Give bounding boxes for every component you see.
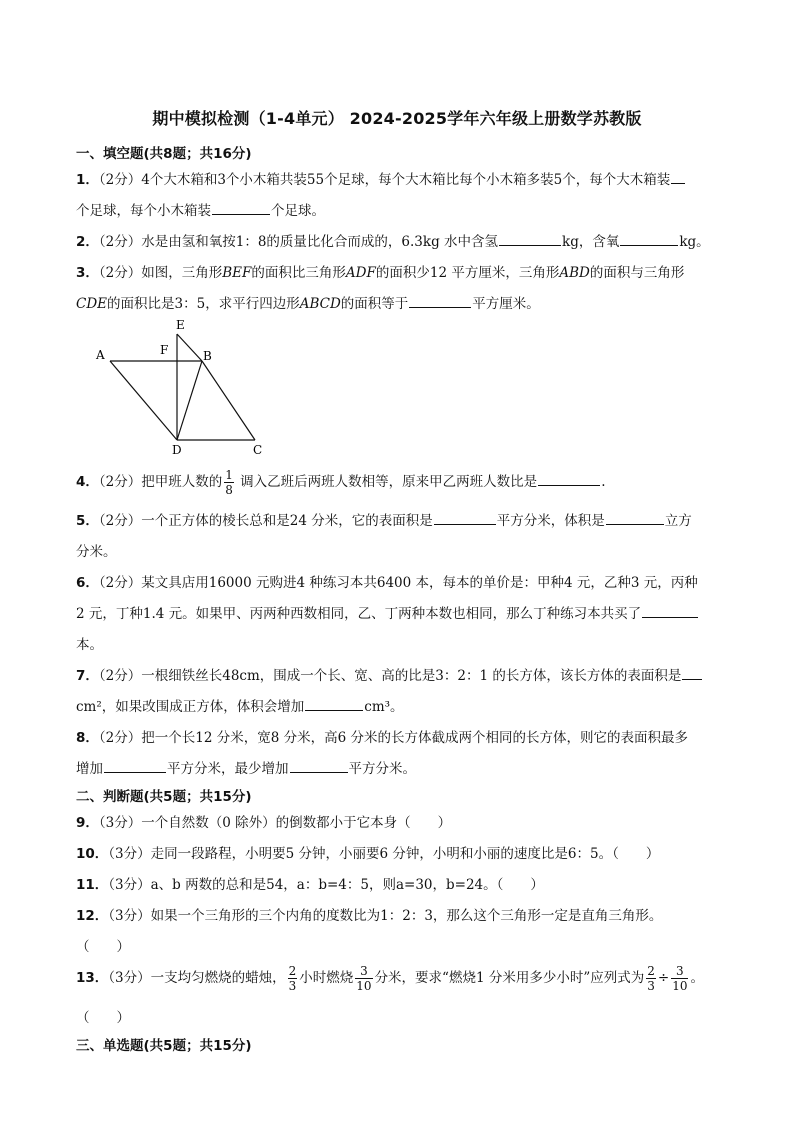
fraction xyxy=(671,964,688,993)
question-12-cont xyxy=(76,935,130,955)
question-text: （2分）水是由氢和氧按1：8的质量比化合而成的，6.3kg 水中含氢 xyxy=(98,234,499,250)
fraction xyxy=(646,964,656,993)
question-6 xyxy=(76,571,698,591)
question-text: 的面积等于 xyxy=(340,296,409,312)
question-text: . xyxy=(601,474,606,490)
question-text: 分米，要求“燃烧1 分米用多少小时”应列式为 xyxy=(374,970,645,986)
question-text: 小时燃烧 xyxy=(299,970,354,986)
question-5-cont xyxy=(76,540,117,560)
segment-ad xyxy=(110,361,177,440)
question-text: （2分）把甲班人数的 xyxy=(98,474,223,490)
question-5 xyxy=(76,509,692,529)
question-text: 的面积比是3：5，求平行四边形 xyxy=(107,296,300,312)
question-number: 8． xyxy=(76,730,99,746)
question-text: cm³。 xyxy=(364,699,404,715)
fraction-numerator: 3 xyxy=(671,964,688,979)
question-12 xyxy=(76,904,662,924)
question-text: （3分）a、b 两数的总和是54，a：b=4：5，则a=30，b=24。（ ） xyxy=(108,877,544,893)
question-text: （2分）如图，三角形 xyxy=(98,265,223,281)
fraction-numerator: 2 xyxy=(288,964,297,978)
geometry-figure xyxy=(90,316,270,456)
page-title: 期中模拟检测（1-4单元） 2024-2025学年六年级上册数学苏教版 xyxy=(152,109,642,128)
question-6-cont xyxy=(76,602,699,622)
label-f: F xyxy=(160,343,169,357)
triangle-name: CDE xyxy=(76,296,108,312)
question-13 xyxy=(76,964,704,993)
question-text: 平方分米。 xyxy=(348,761,416,777)
question-number: 5． xyxy=(76,513,99,529)
question-text: （2分）把一个长12 分米，宽8 分米，高6 分米的长方体截成两个相同的长方体，则它的表面积最多 xyxy=(98,730,688,746)
triangle-name: ADF xyxy=(345,265,376,281)
fraction xyxy=(224,468,234,497)
fraction-denominator: 10 xyxy=(356,979,372,993)
answer-blank[interactable] xyxy=(290,760,348,773)
question-text: 平方分米，最少增加 xyxy=(167,761,289,777)
question-text: 分米。 xyxy=(76,544,117,560)
label-e: E xyxy=(176,318,185,332)
question-text: （3分）如果一个三角形的三个内角的度数比为1：2：3，那么这个三角形一定是直角三角形。 xyxy=(108,908,663,924)
question-number: 11． xyxy=(76,877,109,893)
question-8-cont xyxy=(76,757,416,777)
label-c: C xyxy=(253,443,263,456)
parallelogram-name: ABCD xyxy=(299,296,341,312)
answer-blank[interactable] xyxy=(305,698,363,711)
question-text: 的面积少12 平方厘米，三角形 xyxy=(375,265,560,281)
question-text: 增加 xyxy=(76,761,103,777)
answer-blank[interactable] xyxy=(642,605,698,618)
question-13-cont xyxy=(76,1006,130,1026)
question-11 xyxy=(76,873,544,893)
answer-blank[interactable] xyxy=(620,233,678,246)
question-number: 7． xyxy=(76,668,99,684)
question-text: 本。 xyxy=(76,637,103,653)
question-text: （3分）走同一段路程，小明要5 分钟，小丽要6 分钟，小明和小丽的速度比是6：5。（ ） xyxy=(108,846,660,862)
answer-parentheses[interactable]: （ ） xyxy=(76,939,130,955)
question-7-cont xyxy=(76,695,404,715)
question-text: 的面积比三角形 xyxy=(251,265,346,281)
question-text: 个足球，每个小木箱装 xyxy=(76,203,211,219)
question-number: 9． xyxy=(76,815,99,831)
question-7 xyxy=(76,664,703,684)
label-a: A xyxy=(96,348,105,362)
answer-blank[interactable] xyxy=(538,473,600,486)
answer-blank[interactable] xyxy=(606,512,664,525)
answer-blank[interactable] xyxy=(409,295,471,308)
question-text: 的面积与三角形 xyxy=(589,265,685,281)
question-3-cont xyxy=(76,292,540,312)
fraction-denominator: 3 xyxy=(288,979,297,993)
answer-parentheses[interactable]: （ ） xyxy=(76,1010,130,1026)
question-4 xyxy=(76,468,605,497)
answer-blank[interactable] xyxy=(434,512,496,525)
segment-eb xyxy=(177,334,202,361)
question-9 xyxy=(76,811,451,831)
question-text: 2 元，丁种1.4 元。如果甲、丙两种西数相同，乙、丁两种本数也相同，那么丁种练习本共买了 xyxy=(76,606,642,622)
division-sign: ÷ xyxy=(657,970,670,986)
fraction xyxy=(355,964,372,993)
answer-blank[interactable] xyxy=(682,667,702,680)
question-text: （2分）某文具店用16000 元购进4 种练习本共6400 本，每本的单价是：甲种4 元，乙种3 元，丙种 xyxy=(98,575,698,591)
question-number: 10． xyxy=(76,846,109,862)
question-number: 4． xyxy=(76,474,99,490)
question-number: 1． xyxy=(76,172,99,188)
triangle-name: ABD xyxy=(559,265,590,281)
question-number: 3． xyxy=(76,265,99,281)
fraction-denominator: 3 xyxy=(647,979,655,993)
fraction xyxy=(288,964,298,993)
question-text: 平方分米，体积是 xyxy=(496,513,605,529)
answer-blank[interactable] xyxy=(499,233,561,246)
question-text: （3分）一支均匀燃烧的蜡烛， xyxy=(108,970,286,986)
fraction-numerator: 1 xyxy=(225,468,233,482)
question-1 xyxy=(76,168,686,188)
question-number: 12． xyxy=(76,908,109,924)
question-1-cont xyxy=(76,199,325,219)
question-text: 。 xyxy=(690,970,704,986)
section-fill-in: 一、填空题(共8题；共16分) xyxy=(76,146,252,162)
question-10 xyxy=(76,842,659,862)
section-true-false: 二、判断题(共5题；共15分) xyxy=(76,789,252,805)
question-text: （3分）一个自然数（0 除外）的倒数都小于它本身（ ） xyxy=(98,815,452,831)
question-text: kg，含氧 xyxy=(562,234,620,250)
fraction-denominator: 8 xyxy=(225,483,233,497)
question-2 xyxy=(76,230,710,250)
segment-bc xyxy=(202,361,255,440)
question-text: （2分）4个大木箱和3个小木箱共装55个足球，每个大木箱比每个小木箱多装5个，每个大木箱装 xyxy=(98,172,671,188)
question-6-cont2 xyxy=(76,633,103,653)
question-text: 立方 xyxy=(664,513,692,529)
question-3 xyxy=(76,261,684,281)
label-d: D xyxy=(172,443,182,456)
answer-blank[interactable] xyxy=(104,760,166,773)
question-text: （2分）一个正方体的棱长总和是24 分米，它的表面积是 xyxy=(98,513,433,529)
question-number: 6． xyxy=(76,575,99,591)
question-8 xyxy=(76,726,688,746)
question-text: 个足球。 xyxy=(271,203,325,219)
question-text: 平方厘米。 xyxy=(472,296,540,312)
fraction-numerator: 2 xyxy=(647,964,655,978)
section-multiple-choice: 三、单选题(共5题；共15分) xyxy=(76,1038,252,1054)
answer-blank[interactable] xyxy=(671,171,685,184)
label-b: B xyxy=(203,349,212,363)
fraction-denominator: 10 xyxy=(672,979,688,993)
question-text: （2分）一根细铁丝长48cm，围成一个长、宽、高的比是3：2：1 的长方体，该长方体的表面积是 xyxy=(98,668,682,684)
question-text: cm²，如果改围成正方体，体积会增加 xyxy=(76,699,305,715)
question-number: 2． xyxy=(76,234,99,250)
fraction-numerator: 3 xyxy=(355,964,372,979)
answer-blank[interactable] xyxy=(212,202,270,215)
segment-db xyxy=(177,361,202,440)
triangle-name: BEF xyxy=(222,265,252,281)
question-text: kg。 xyxy=(679,234,710,250)
question-number: 13． xyxy=(76,970,109,986)
question-text: 调入乙班后两班人数相等，原来甲乙两班人数比是 xyxy=(235,474,538,490)
